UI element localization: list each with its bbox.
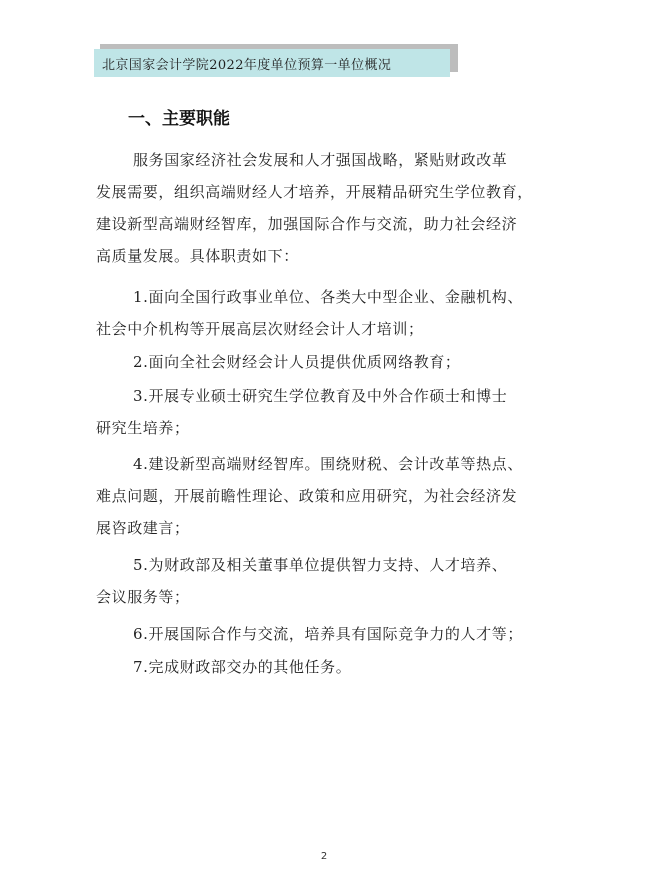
duty-item-6 xyxy=(96,618,566,650)
duty-item-7 xyxy=(96,651,566,683)
paragraph-line: 服务国家经济社会发展和人才强国战略，紧贴财政改革 xyxy=(133,151,508,169)
paragraph-line: 难点问题，开展前瞻性理论、政策和应用研究，为社会经济发 xyxy=(96,487,518,505)
duty-item-1 xyxy=(96,281,566,345)
duty-item-3 xyxy=(96,380,566,444)
paragraph-line: 会议服务等； xyxy=(96,588,190,606)
paragraph-line: 发展需要，组织高端财经人才培养，开展精品研究生学位教育， xyxy=(96,183,533,201)
header-banner xyxy=(94,49,450,77)
paragraph-line: 7.完成财政部交办的其他任务。 xyxy=(133,658,352,676)
paragraph-line: 5.为财政部及相关董事单位提供智力支持、人才培养、 xyxy=(133,556,508,574)
duty-item-2 xyxy=(96,346,566,378)
paragraph-intro xyxy=(96,144,566,272)
section-title: 一、主要职能 xyxy=(128,109,230,129)
paragraph-line: 2.面向全社会财经会计人员提供优质网络教育； xyxy=(133,353,461,371)
duty-item-5 xyxy=(96,549,566,613)
paragraph-line: 建设新型高端财经智库，加强国际合作与交流，助力社会经济 xyxy=(96,215,518,233)
page-number: 2 xyxy=(320,851,328,862)
paragraph-line: 社会中介机构等开展高层次财经会计人才培训； xyxy=(96,320,424,338)
header-title: 北京国家会计学院2022年度单位预算一单位概况 xyxy=(102,57,392,73)
paragraph-line: 4.建设新型高端财经智库。围绕财税、会计改革等热点、 xyxy=(133,455,523,473)
paragraph-line: 研究生培养； xyxy=(96,419,190,437)
paragraph-line: 高质量发展。具体职责如下： xyxy=(96,247,299,265)
paragraph-line: 6.开展国际合作与交流，培养具有国际竞争力的人才等； xyxy=(133,625,523,643)
paragraph-line: 1.面向全国行政事业单位、各类大中型企业、金融机构、 xyxy=(133,288,523,306)
duty-item-4 xyxy=(96,448,566,544)
paragraph-line: 3.开展专业硕士研究生学位教育及中外合作硕士和博士 xyxy=(133,387,508,405)
paragraph-line: 展咨政建言； xyxy=(96,519,190,537)
